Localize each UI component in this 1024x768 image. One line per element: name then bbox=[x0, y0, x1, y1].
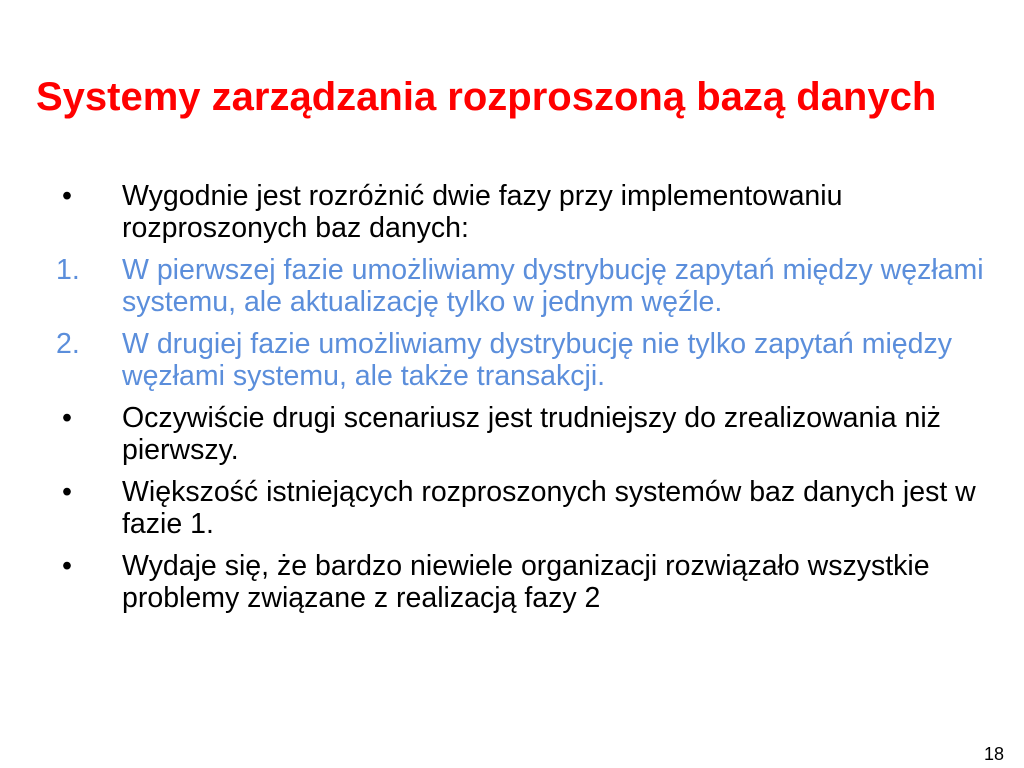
list-item-text: W pierwszej fazie umożliwiamy dystrybucję zapytań między węzłami systemu, ale aktualizację tylko w jednym węźle. bbox=[122, 254, 984, 318]
list-item-text: Wygodnie jest rozróżnić dwie fazy przy implementowaniu rozproszonych baz danych: bbox=[122, 180, 843, 244]
list-item-6 bbox=[56, 550, 1000, 614]
list-item-text: Większość istniejących rozproszonych systemów baz danych jest w fazie 1. bbox=[122, 476, 976, 540]
bullet-marker: • bbox=[62, 402, 72, 434]
list-item-text: Oczywiście drugi scenariusz jest trudniejszy do zrealizowania niż pierwszy. bbox=[122, 402, 941, 466]
list-item-1 bbox=[56, 180, 1000, 244]
bullet-marker: • bbox=[62, 550, 72, 582]
bullet-marker: • bbox=[62, 180, 72, 212]
number-marker: 1. bbox=[56, 254, 80, 286]
number-marker: 2. bbox=[56, 328, 80, 360]
list-item-text: W drugiej fazie umożliwiamy dystrybucję nie tylko zapytań między węzłami systemu, ale także transakcji. bbox=[122, 328, 952, 392]
list-item-4 bbox=[56, 402, 1000, 466]
page-number: 18 bbox=[983, 744, 1004, 764]
list-item-2 bbox=[56, 254, 1000, 318]
slide-title: Systemy zarządzania rozproszoną bazą danych bbox=[36, 75, 937, 119]
list-item-3 bbox=[56, 328, 1000, 392]
list-item-text: Wydaje się, że bardzo niewiele organizacji rozwiązało wszystkie problemy związane z realizacją fazy 2 bbox=[122, 550, 930, 614]
bullet-marker: • bbox=[62, 476, 72, 508]
slide-content bbox=[56, 180, 1000, 624]
list-item-5 bbox=[56, 476, 1000, 540]
